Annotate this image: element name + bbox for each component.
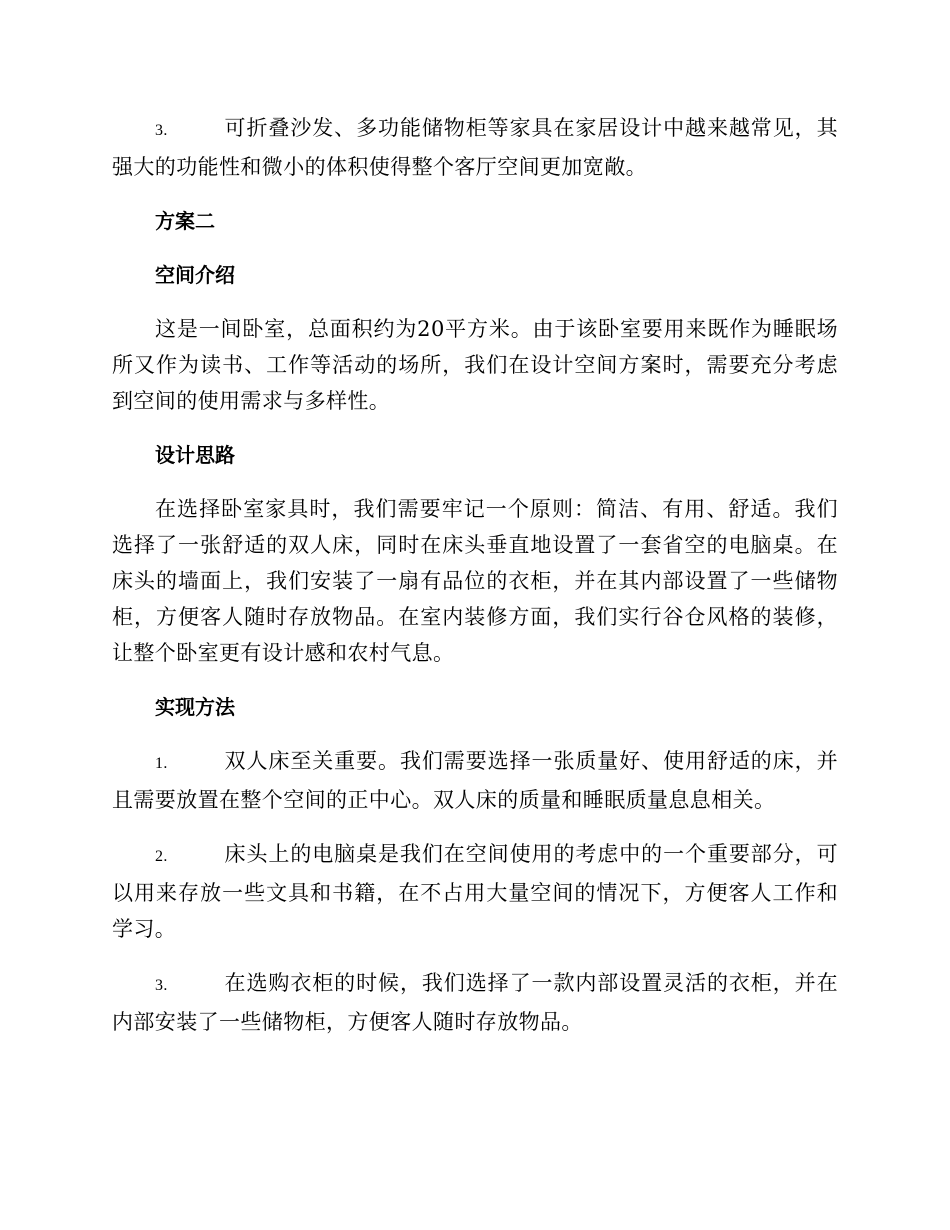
list-text: 在选购衣柜的时候，我们选择了一款内部设置灵活的衣柜，并在内部安装了一些储物柜，方便客人随时存放物品。: [112, 971, 838, 1034]
list-text: 床头上的电脑桌是我们在空间使用的考虑中的一个重要部分，可以用来存放一些文具和书籍，在不占用大量空间的情况下，方便客人工作和学习。: [112, 842, 838, 941]
design-heading: 设计思路: [155, 443, 235, 467]
list-number: 1.: [155, 755, 168, 772]
document-body: [112, 110, 838, 1058]
list-item: [112, 743, 838, 818]
list-number: 3.: [155, 977, 168, 994]
section-title: 方案二: [155, 209, 215, 233]
list-number: 2.: [155, 848, 168, 865]
space-heading: 空间介绍: [155, 263, 235, 287]
list-number: 3.: [155, 122, 168, 139]
list-text: 双人床至关重要。我们需要选择一张质量好、使用舒适的床，并且需要放置在整个空间的正中心。双人床的质量和睡眠质量息息相关。: [112, 749, 838, 812]
list-item: [112, 110, 838, 185]
list-text: 可折叠沙发、多功能储物柜等家具在家居设计中越来越常见，其强大的功能性和微小的体积使得整个客厅空间更加宽敞。: [112, 116, 838, 179]
list-item: [112, 836, 838, 947]
design-paragraph: 在选择卧室家具时，我们需要牢记一个原则：简洁、有用、舒适。我们选择了一张舒适的双人床，同时在床头垂直地设置了一套省空的电脑桌。在床头的墙面上，我们安装了一扇有品位的衣柜，并在其内部设置了一些储物柜，方便客人随时存放物品。在室内装修方面，我们实行谷仓风格的装修，让整个卧室更有设计感和农村气息。: [112, 497, 838, 665]
method-heading: 实现方法: [155, 695, 235, 719]
list-item: [112, 965, 838, 1040]
space-paragraph: 这是一间卧室，总面积约为20平方米。由于该卧室要用来既作为睡眠场所又作为读书、工作等活动的场所，我们在设计空间方案时，需要充分考虑到空间的使用需求与多样性。: [112, 317, 838, 413]
